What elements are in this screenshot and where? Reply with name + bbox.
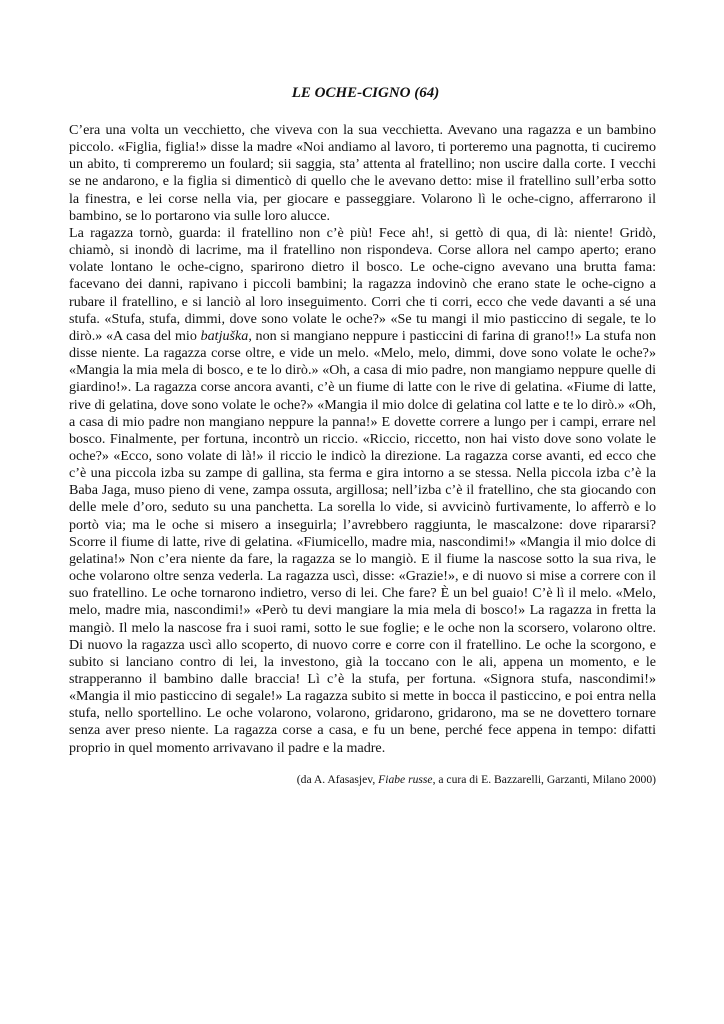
paragraph-2 xyxy=(69,225,656,757)
paragraph-2-text-before: La ragazza tornò, guarda: il fratellino non c’è più! Fece ah!, si gettò di qua, di là: niente! Gridò, chiamò, si inondò di lacrime, ma il fratellino non rispondeva. Corse allora nel campo aperto; erano volate lontano le oche-cigno, sparirono dietro il bosco. Le oche-cigno avevano una brutta fama: facevano dei danni, rapivano i piccoli bambini; la ragazza indovinò che erano state le oche-cigno a rubare il fratellino, e si lanciò al loro inseguimento. Corri che ti corri, ecco che vede davanti a sé una stufa. «Stufa, stufa, dimmi, dove sono volate le oche?» «Se tu mangi il mio pasticcino di segale, te lo dirò.» «A casa del mio xyxy=(69,224,656,344)
source-prefix: (da A. Afasasjev, xyxy=(296,772,379,786)
paragraph-1: C’era una volta un vecchietto, che viveva con la sua vecchietta. Avevano una ragazza e un bambino piccolo. «Figlia, figlia!» disse la madre «Noi andiamo al lavoro, ti porteremo una pagnotta, ti cuciremo un abito, ti compreremo un foulard; sii saggia, sta’ attenta al fratellino; non uscire dalla corte. I vecchi se ne andarono, e la figlia si dimenticò di quello che le avevano detto: mise il fratellino sull’erba sotto la finestra, e lei corse nella via, per giocare e passeggiare. Volarono lì le oche-cigno, afferrarono il bambino, se lo portarono via sulle loro alucce. xyxy=(69,122,656,224)
italic-word: batjuška xyxy=(200,327,249,344)
document-title: LE OCHE-CIGNO (64) xyxy=(291,85,440,101)
document-page xyxy=(69,84,656,787)
paragraph-2-text-after: , non si mangiano neppure i pasticcini di farina di grano!!» La stufa non disse niente. La ragazza corse oltre, e vide un melo. «Melo, melo, dimmi, dove sono volate le oche?» «Mangia la mia mela di bosco, e te lo dirò.» «Oh, a casa di mio padre, non mangiamo neppure quelle di giardino!». La ragazza corse ancora avanti, c’è un fiume di latte con le rive di gelatina. «Fiume di latte, rive di gelatina, dove sono volate le oche?» «Mangia il mio dolce di gelatina col latte e te lo dirò.» «Oh, a casa di mio padre non mangiano neppure la panna!» E dovette correre a lungo per i campi, errare nel bosco. Finalmente, per fortuna, incontrò un riccio. «Riccio, riccetto, non hai visto dove sono volate le oche?» «Ecco, sono volate di là!» il riccio le indicò la direzione. La ragazza corse avanti, ed ecco che c’è una piccola izba su zampe di gallina, sta ferma e gira intorno a se stessa. Nella piccola izba c’è la Baba Jaga, muso pieno di vene, zampa ossuta, argillosa; nell’izba c’è il fratellino, che sta giocando con delle mele d’oro, seduto su una panchetta. La sorella lo vide, si avvicinò furtivamente, lo afferrò e lo portò via; ma le oche si misero a inseguirla; l’avrebbero raggiunta, le mascalzone: dove ripararsi? Scorre il fiume di latte, rive di gelatina. «Fiumicello, madre mia, nascondimi!» «Mangia il mio dolce di gelatina!» Non c’era niente da fare, la ragazza se lo mangiò. E il fiume la nascose sotto la sua riva, le oche volarono oltre senza vederla. La ragazza uscì, disse: «Grazie!», e di nuovo si mise a correre con il suo fratellino. Le oche tornarono indietro, verso di lei. Che fare? È un bel guaio! C’è lì il melo. «Melo, melo, madre mia, nascondimi!» «Però tu devi mangiare la mia mela di bosco!» La ragazza in fretta la mangiò. Il melo la nascose fra i suoi rami, sotto le sue foglie; e le oche non la scorsero, volarono oltre. Di nuovo la ragazza uscì allo scoperto, di nuovo corre e corre con il fratellino. Le oche la scorgono, e subito si lanciano contro di lei, la investono, già la toccano con le ali, appena un momento, e le strapperanno il bambino dalle braccia! Lì c’è la stufa, per fortuna. «Signora stufa, nascondimi!» «Mangia il mio pasticcino di segale!» La ragazza subito si mette in bocca il pasticcino, e poi entra nella stufa, nello sportellino. Le oche volarono, volarono, gridarono, gridarono, ma se ne dovettero tornare senza aver preso niente. La ragazza corse a casa, e fu un bene, perché fece appena in tempo: difatti proprio in quel momento arrivavano il padre e la madre. xyxy=(69,327,656,756)
story-body xyxy=(69,122,656,757)
source-suffix: , a cura di E. Bazzarelli, Garzanti, Milano 2000) xyxy=(432,772,656,786)
source-book-title: Fiabe russe xyxy=(378,772,433,786)
source-citation xyxy=(69,773,656,787)
